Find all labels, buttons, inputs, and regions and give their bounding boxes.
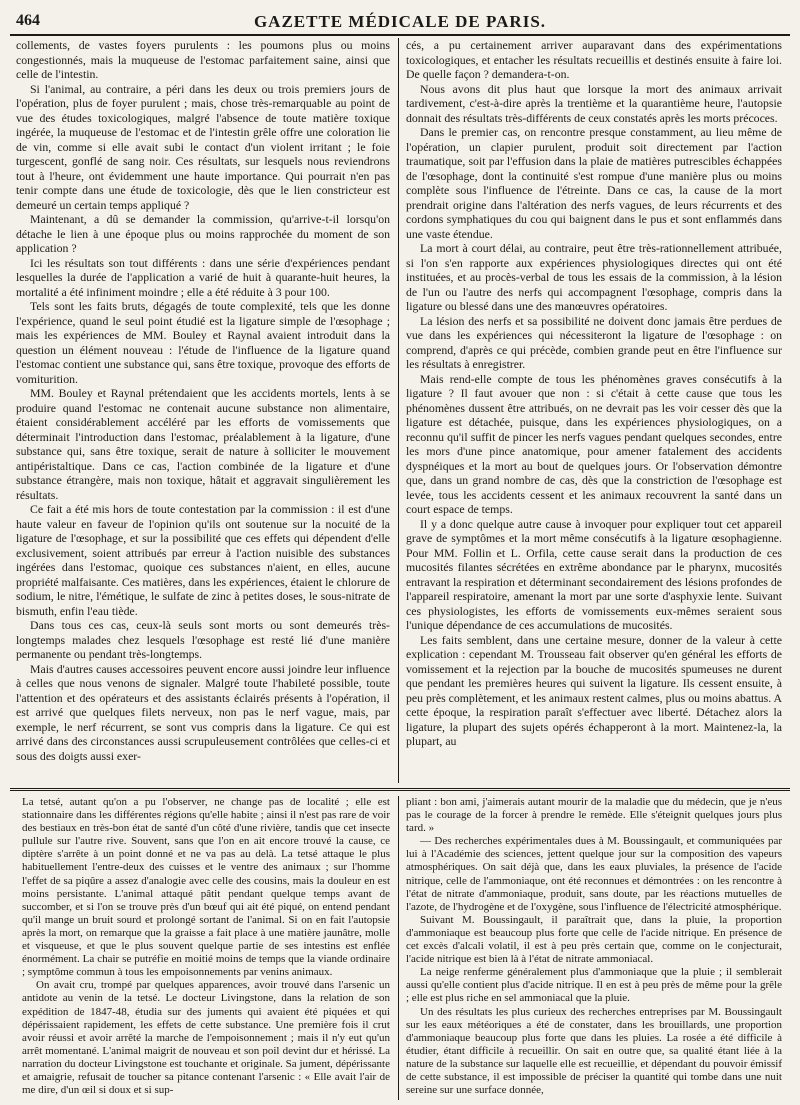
paragraph: Les faits semblent, dans une certaine mesure, donner de la valeur à cette explication : cependant M. Trousseau fait observer qu'en général les efforts de vomissement et la rejection par la bouche de mucosités spumeuses ne durent que pendant les premières heures qui suivent la ligature. Ils cessent ensuite, à peu près complètement, et les animaux restent calmes, plus ou moins abattus. A cette époque, la respiration paraît s'effectuer avec liberté. Détachez alors la ligature, la plupart des sujets opérés échapperont à la mort. Maintenez-la, la plupart, au	[406, 632, 782, 748]
column-divider	[398, 38, 399, 783]
bottom-left-column	[22, 796, 390, 1100]
paragraph: On avait cru, trompé par quelques apparences, avoir trouvé dans l'arsenic un antidote au venin de la tetsé. Le docteur Livingstone, dans la relation de son expédition de 1847-48, étudia sur des juments qui avaient été piquées et qui dépérissaient rapidement, les effets de cette substance. Une première fois il crut avoir réussi et avoir arrêté la marche de l'empoisonnement ; mais il n'y eut qu'un arrêt momentané. L'animal maigrit de nouveau et son poil devint dur et hérissé. La narration du docteur Livingstone est touchante et originale. Sa jument, dépérissante et amaigrie, refusait de toucher sa pitance contenant l'arsenic : « Elle avait l'air de me dire, d'un œil si doux et si sup-	[22, 979, 390, 1097]
paragraph: pliant : bon ami, j'aimerais autant mourir de la maladie que du médecin, que je n'eus pas le courage de la forcer à prendre le remède. Elle s'éteignit quelques jours plus tard. »	[406, 796, 782, 835]
paragraph: Ce fait a été mis hors de toute contestation par la commission : il est d'une haute valeur en faveur de l'opinion qu'ils ont soutenue sur la nocuité de la ligature de l'œsophage, et sur la possibilité que ces effets qui dépendent d'elle exclusivement, soient attribués par erreur à l'action nuisible des substances ingérées dans l'estomac, quoique ces substances n'aient, en elles, aucune propriété malfaisante. Ces matières, dans les expériences, étaient le chlorure de sodium, le nitre, l'émétique, le sulfate de zinc à petites doses, le sous-nitrate de bismuth, enfin l'eau tiède.	[16, 502, 390, 618]
journal-title: GAZETTE MÉDICALE DE PARIS.	[253, 12, 547, 31]
column-divider	[398, 796, 399, 1100]
paragraph: La mort à court délai, au contraire, peut être très-rationnellement attribuée, si l'on s'en rapporte aux expériences physiologiques directes qui ont été instituées, et au procès-verbal de tous les essais de la commission, à la lésion de l'un ou l'autre des nerfs qui accompagnent l'œsophage, compris dans la ligature ou blessé dans une des manœuvres opératoires.	[406, 241, 782, 313]
page-header	[10, 10, 790, 36]
top-right-column	[406, 38, 782, 783]
paragraph: — Des recherches expérimentales dues à M. Boussingault, et communiquées par lui à l'Académie des sciences, jettent quelque jour sur la composition des vapeurs atmosphériques. On sait déjà que, dans les eaux pluviales, la présence de l'acide nitrique, celle de l'ammoniaque, ont été reconnues et démontrées : on les rencontre à l'état de nitrate d'ammoniaque, produit, sans doute, par les réactions mutuelles de l'azote, de l'hydrogène et de l'oxygène, sous l'influence de l'électricité atmosphérique.	[406, 835, 782, 913]
paragraph: La lésion des nerfs et sa possibilité ne doivent donc jamais être perdues de vue dans les expériences qui nécessiteront la ligature de l'œsophage : on comprend, d'après ce qui précède, combien grande peut en être l'influence sur les résultats à enregistrer.	[406, 313, 782, 371]
paragraph: Mais rend-elle compte de tous les phénomènes graves consécutifs à la ligature ? Il faut avouer que non : si c'était à cette cause que tous les phénomènes dussent être attribués, on ne devrait pas les voir cesser dès que la ligature est détachée, puisque, dans les expériences physiologiques, on a reconnu qu'il suffit de pincer les nerfs vagues pendant quelques secondes, entre les mors d'une pince anatomique, pour amener fatalement des accidents dyspnéiques et la mort au bout de quelques jours. Or l'observation démontre que, dans un grand nombre de cas, dès que la constriction de l'œsophage est levée, tous les accidents cessent et les animaux recouvrent la santé dans un court espace de temps.	[406, 371, 782, 516]
paragraph: Il y a donc quelque autre cause à invoquer pour expliquer tout cet appareil grave de symptômes et la mort même consécutifs à la ligature œsophagienne. Pour MM. Follin et L. Orfila, cette cause serait dans la production de ces mucosités filantes sécrétées en extrême abondance par le pharynx, mucosités entravant la respiration et déterminant secondairement des lésions profondes de l'appareil respiratoire, amenant la mort par une sorte d'asphyxie lente. Suivant ces physiologistes, les efforts de vomissements eux-mêmes seraient sous l'unique dépendance de ces accumulations de mucosités.	[406, 516, 782, 632]
paragraph: La tetsé, autant qu'on a pu l'observer, ne change pas de localité ; elle est stationnaire dans les différentes régions qu'elle habite ; ainsi il n'est pas rare de voir des bestiaux en très-bon état de santé d'un côté d'une rivière, tandis que cet insecte pullule sur l'autre rive. Souvent, sans que l'on en ait encore trouvé la cause, ce diptère s'arrête à un point donné et ne va pas au delà. La tetsé attaque le plus habituellement l'entre-deux des cuisses et le ventre des animaux ; sur l'homme l'effet de sa piqûre a assez d'analogie avec celle des cousins, mais la douleur en est moins persistante. L'animal attaqué pâtit pendant quelque temps avant de succomber, et si l'on se trouve près d'un bœuf qui ait été piqué, on entend pendant qu'il mange un bruit sourd et prolongé sortant de l'animal. Si on en fait l'autopsie après la mort, on remarque que la graisse a fait place à une matière jaunâtre, molle et visqueuse, et que le plus souvent quelque partie de ses intestins est enflée énormément. La chair se putréfie en moitié moins de temps que la viande ordinaire ; symptôme commun à tous les empoisonnements par venins animaux.	[22, 796, 390, 979]
page-number: 464	[16, 12, 40, 29]
top-left-column	[16, 38, 390, 783]
paragraph: Mais d'autres causes accessoires peuvent encore aussi joindre leur influence à celles que nous venons de signaler. Malgré toute l'habileté possible, toute l'attention et des opérateurs et des assistants éclairés présents à l'opération, il est arrivé que quelques filets nerveux, non pas le nerf vague, mais, par exemple, le nerf récurrent, se sont vus compris dans la ligature. Ce qui est arrivé dans des circonstances aussi scrupuleusement contrôlées que celles-ci et sous des doigts aussi exer-	[16, 661, 390, 763]
paragraph: Dans tous ces cas, ceux-là seuls sont morts ou sont demeurés très-longtemps malades chez lesquels l'œsophage est resté lié d'une manière permanente ou pendant très-longtemps.	[16, 618, 390, 661]
paragraph: Tels sont les faits bruts, dégagés de toute complexité, tels que les donne l'expérience, quand le seul point étudié est la ligature simple de l'œsophage ; mais les expériences de MM. Bouley et Raynal avaient introduit dans la question un élément nouveau : l'étude de l'influence de la ligature quand l'estomac contient une substance qui, sans être toxique, provoque des efforts de vomiturition.	[16, 299, 390, 386]
paragraph: Suivant M. Boussingault, il paraîtrait que, dans la pluie, la proportion d'ammoniaque est beaucoup plus forte que celle de l'acide nitrique. En présence de cet excès d'alcali volatil, il est à peu près certain que, comme on le conjecturait, l'acide nitrique est bien là à l'état de nitrate ammoniacal.	[406, 913, 782, 966]
paragraph: MM. Bouley et Raynal prétendaient que les accidents mortels, lents à se produire quand l'estomac ne contenait aucune substance non alimentaire, étaient considérablement accéléré par les efforts de vomissements que déterminait l'introduction dans l'estomac, préalablement à la ligature, d'une substance qui, sans être toxique, serait de nature à solliciter le mouvement antipéristaltique. Dans ce cas, l'action combinée de la ligature et d'une substance étrangère, mais non toxique, hâtait et aggravait singulièrement les résultats.	[16, 386, 390, 502]
paragraph: Si l'animal, au contraire, a péri dans les deux ou trois premiers jours de l'opération, plus de foyer purulent ; mais, chose très-remarquable au point de vue des études toxicologiques, malgré l'absence de toute matière toxique ingérée, la muqueuse de l'estomac et de l'intestin grêle offre une coloration lie de vin, comme si elle avait subi le contact d'un violent irritant ; le foie turgescent, gonflé de sang noir. Ces résultats, sur lesquels nous reviendrons tout à l'heure, ont évidemment une haute importance. Qui pourrait n'en pas tenir compte dans une étude de toxicologie, dès que le lien constricteur est demeuré un certain temps appliqué ?	[16, 81, 390, 212]
paragraph: Un des résultats les plus curieux des recherches entreprises par M. Boussingault sur les eaux météoriques a été de constater, dans les brouillards, une proportion d'ammoniaque beaucoup plus forte que dans les pluies. La rosée a été difficile à étudier, étant difficile à recueillir. On sait en outre que, sa qualité étant liée à la nature de la substance sur laquelle elle est recueillie, et dépendant du pouvoir émissif de cette substance, il est impossible de préciser la quantité qui tombe dans une nuit sereine sur une surface donnée,	[406, 1005, 782, 1097]
paragraph: La neige renferme généralement plus d'ammoniaque que la pluie ; il semblerait aussi qu'elle contient plus d'acide nitrique. Il en est à peu près de même pour la grêle ; elle est plus riche en sel ammoniacal que la pluie.	[406, 966, 782, 1005]
section-separator	[10, 788, 790, 791]
paragraph: Ici les résultats son tout différents : dans une série d'expériences pendant lesquelles la durée de l'application a varié de huit à quarante-huit heures, la mortalité a été infiniment moindre ; elle a été réduite à 3 pour 100.	[16, 255, 390, 299]
bottom-right-column	[406, 796, 782, 1100]
paragraph: cés, a pu certainement arriver auparavant dans des expérimentations toxicologiques, et entacher les résultats recueillis et destinés ensuite à faire loi. De quelle façon ? demandera-t-on.	[406, 38, 782, 81]
paragraph: Nous avons dit plus haut que lorsque la mort des animaux arrivait tardivement, c'est-à-dire après la trentième et la quarantième heure, l'autopsie donnait des résultats très-différents de ceux constatés après les morts précoces.	[406, 81, 782, 125]
paragraph: collements, de vastes foyers purulents : les poumons plus ou moins congestionnés, mais la muqueuse de l'estomac parfaitement saine, ainsi que celle de l'intestin.	[16, 38, 390, 81]
paragraph: Maintenant, a dû se demander la commission, qu'arrive-t-il lorsqu'on détache le lien à une époque plus ou moins rapprochée du moment de son application ?	[16, 212, 390, 255]
paragraph: Dans le premier cas, on rencontre presque constamment, au lieu même de l'opération, un clapier purulent, produit soit directement par l'action traumatique, soit par l'effusion dans la plaie de matières putrescibles échappées de l'œsophage, dont la continuité s'est rompue d'une manière plus ou moins complète sous l'influence de l'étreinte. Dans ce cas, la cause de la mort prendrait origine dans l'altération des nerfs vagues, de leurs récurrents et des cordons symphatiques du cou qui baignent dans le pus et sont enflammés dans une vaste étendue.	[406, 125, 782, 241]
